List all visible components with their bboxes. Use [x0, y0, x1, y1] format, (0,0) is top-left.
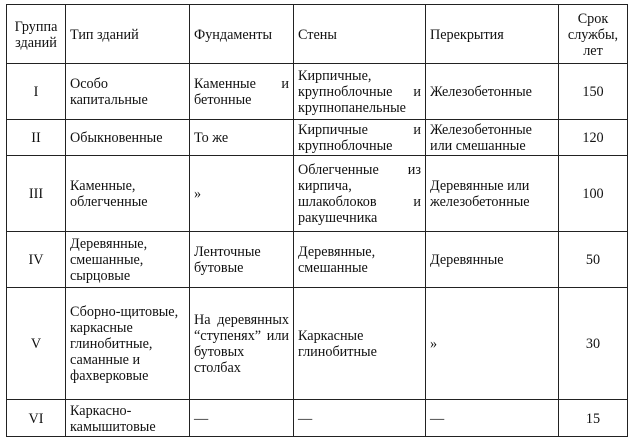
header-type: Тип зданий [66, 5, 190, 64]
cell-life: 120 [559, 120, 628, 156]
cell-group: III [7, 156, 66, 232]
cell-group: IV [7, 232, 66, 288]
cell-type: Обыкновенные [66, 120, 190, 156]
document-page [6, 4, 628, 437]
cell-floors: — [426, 400, 559, 437]
header-walls: Стены [294, 5, 426, 64]
cell-foundation: » [190, 156, 294, 232]
cell-foundation: То же [190, 120, 294, 156]
cell-life: 15 [559, 400, 628, 437]
cell-walls: — [294, 400, 426, 437]
table-row [7, 400, 628, 437]
cell-life: 100 [559, 156, 628, 232]
cell-walls: Кирпичные, крупноблочные и крупнопанельные [294, 64, 426, 120]
cell-foundation: — [190, 400, 294, 437]
header-life: Срок службы, лет [559, 5, 628, 64]
cell-group: I [7, 64, 66, 120]
cell-type: Сборно-щитовые, каркасные глинобитные, саманные и фахверковые [66, 288, 190, 400]
cell-type: Особо капитальные [66, 64, 190, 120]
cell-floors: Железобетонные [426, 64, 559, 120]
cell-type: Каркасно-камышитовые [66, 400, 190, 437]
table-row [7, 232, 628, 288]
cell-group: II [7, 120, 66, 156]
cell-foundation: Каменные и бетонные [190, 64, 294, 120]
cell-foundation: Ленточные бутовые [190, 232, 294, 288]
cell-floors: Деревянные или железобетонные [426, 156, 559, 232]
table-row [7, 120, 628, 156]
cell-walls: Кирпичные и крупноблочные [294, 120, 426, 156]
cell-foundation: На деревянных “ступенях” или бутовых столбах [190, 288, 294, 400]
table-header-row [7, 5, 628, 64]
cell-floors: Деревянные [426, 232, 559, 288]
cell-walls: Деревянные, смешанные [294, 232, 426, 288]
cell-floors: » [426, 288, 559, 400]
cell-type: Деревянные, смешанные, сырцовые [66, 232, 190, 288]
header-group: Группа зданий [7, 5, 66, 64]
cell-life: 150 [559, 64, 628, 120]
table-row [7, 64, 628, 120]
table-row [7, 288, 628, 400]
header-floors: Перекрытия [426, 5, 559, 64]
cell-life: 50 [559, 232, 628, 288]
cell-walls: Каркасные глинобитные [294, 288, 426, 400]
cell-walls: Облегченные из кирпича, шлакоблоков и ракушечника [294, 156, 426, 232]
cell-floors: Железобетонные или смешанные [426, 120, 559, 156]
table-row [7, 156, 628, 232]
cell-type: Каменные, облегченные [66, 156, 190, 232]
cell-group: V [7, 288, 66, 400]
cell-life: 30 [559, 288, 628, 400]
header-foundation: Фундаменты [190, 5, 294, 64]
cell-group: VI [7, 400, 66, 437]
building-lifespan-table [6, 4, 628, 437]
